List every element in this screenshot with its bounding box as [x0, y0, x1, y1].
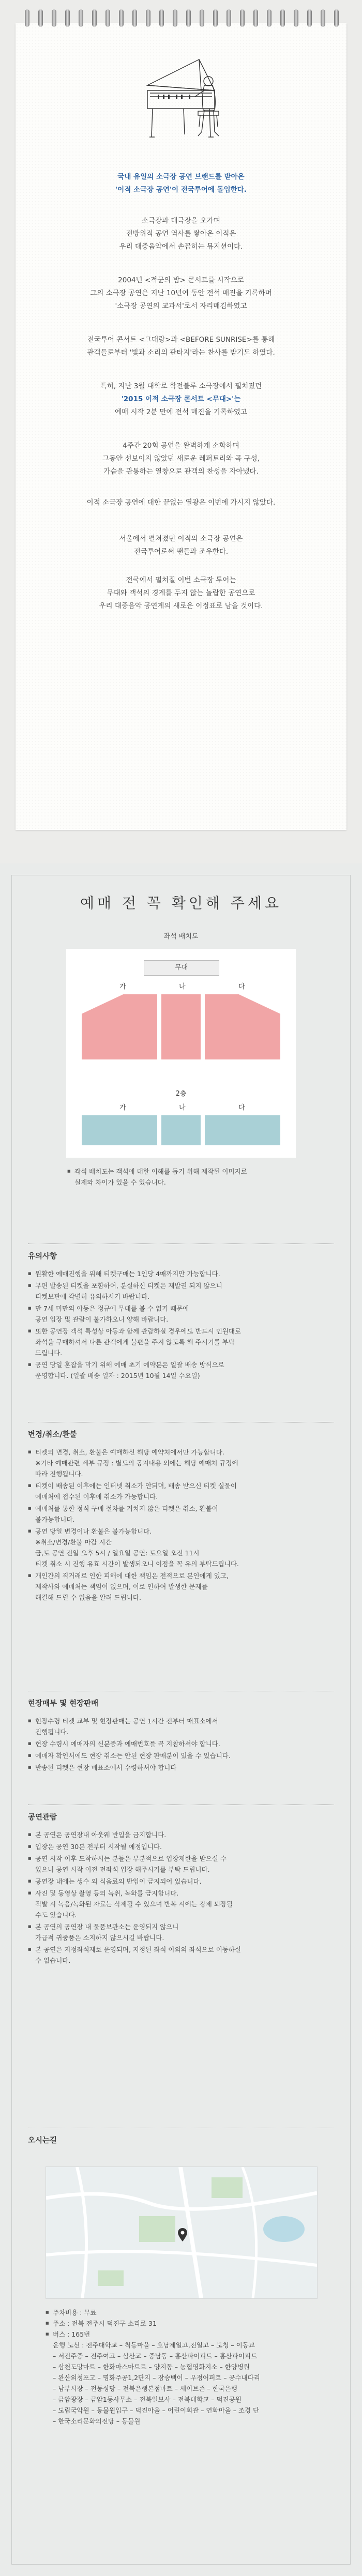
text-line: ■ 원활한 예매진행을 위해 티켓구매는 1인당 4매까지만 가능합니다.: [35, 1270, 220, 1278]
stage-label: 무대: [144, 960, 219, 976]
text-line: 그동안 선보이지 않았던 새로운 레퍼토리와 곡 구성,: [102, 454, 260, 463]
info-item: [28, 1303, 334, 1325]
intro-lead: [0, 171, 362, 196]
text-line: ■ 또한 공연장 객석 특성상 아동과 함께 관람하실 경우에도 반드시 인원대로: [35, 1327, 242, 1335]
intro-paragraph-5: [0, 440, 362, 478]
section-title: 공연관람: [28, 1813, 57, 1822]
text-line: ■ 주차비용 : 무료: [53, 2309, 97, 2316]
text-line: 4주간 20회 공연을 완벽하게 소화하며: [123, 442, 239, 450]
text-line: 따라 진행됩니다.: [35, 1470, 83, 1478]
pianist-illustration: [137, 49, 225, 147]
spiral-ring: [79, 9, 83, 27]
info-section: [28, 1805, 334, 1967]
text-line: 제작사와 예매처는 책임이 없으며, 이로 인하여 발생한 문제를: [35, 1583, 208, 1590]
info-item: [28, 1447, 334, 1479]
info-item: [28, 1738, 334, 1749]
directions-info: [46, 2307, 320, 2427]
section-title: 현장매부 및 현장판매: [28, 1700, 99, 1708]
info-item: [28, 1480, 334, 1502]
text-line: ■ 본 공연의 공연장 내 물품보관소는 운영되지 않으니: [35, 1923, 179, 1931]
spiral-ring: [227, 9, 231, 27]
spiral-ring: [92, 9, 97, 27]
seat-chart-note: [67, 1166, 247, 1188]
spiral-ring: [321, 9, 325, 27]
text-line: 전국투어 콘서트 <그대랑>과 <BEFORE SUNRISE>를 통해: [87, 336, 275, 344]
spiral-ring: [307, 9, 312, 27]
info-section: [28, 1244, 334, 1382]
spiral-binding: [16, 9, 346, 30]
text-line: 예매처에 접수된 이후에 취소가 가능합니다.: [35, 1493, 158, 1501]
seat-chart: [66, 949, 296, 1158]
intro-paragraph-8: [0, 574, 362, 613]
text-line: 적발 시 녹음/녹화된 자료는 삭제될 수 있으며 반복 시에는 강제 퇴장될: [35, 1900, 233, 1908]
info-item: [28, 1750, 334, 1761]
text-line: ■ 사진 및 동영상 촬영 등의 녹취, 녹화를 금지합니다.: [35, 1889, 179, 1897]
section-gap: [0, 843, 362, 863]
text-line: – 도립국악원 – 동물원입구 – 덕진아울 – 어린이회관 – 연화마을 – 조경 단: [53, 2406, 260, 2414]
spiral-ring: [267, 9, 272, 27]
info-item: [28, 1326, 334, 1358]
zone-label: 나: [179, 1104, 186, 1112]
section-title: 유의사항: [28, 1252, 57, 1261]
text-line: 예매 시작 2분 만에 전석 매진을 기록하였고: [114, 408, 248, 416]
info-section: [28, 1691, 334, 1774]
info-item: [28, 1280, 334, 1302]
text-line: 불가능합니다.: [35, 1516, 75, 1523]
map-pin-icon: [178, 2228, 187, 2241]
intro-paragraph-2: [0, 274, 362, 313]
text-line: 수 없습니다.: [35, 1957, 71, 1964]
text-line: ■ 예매처를 통한 정식 구매 절차를 거치지 않은 티켓은 취소, 환불이: [35, 1505, 218, 1512]
info-item: [28, 1944, 334, 1966]
floor2-label: 2층: [175, 1090, 187, 1098]
info-item: [28, 1268, 334, 1279]
info-item: [28, 1853, 334, 1875]
text-line: ■ 공연 시작 이후 도착하시는 분들은 부분적으로 입장제한을 받으실 수: [35, 1855, 227, 1862]
intro-paragraph-6: [0, 496, 362, 509]
text-line: ■ 주소 : 전북 전주시 덕진구 소리로 31: [53, 2320, 157, 2327]
spiral-ring: [25, 9, 29, 27]
text-line: 우리 대중음악에서 손꼽히는 뮤지션이다.: [119, 243, 243, 251]
seat-block-2f-na[interactable]: [161, 1115, 201, 1145]
info-item: [28, 1762, 334, 1773]
text-line: 해결해 드릴 수 없음을 알려 드립니다.: [35, 1594, 141, 1601]
zone-label: 가: [119, 983, 126, 991]
spiral-ring: [146, 9, 150, 27]
spiral-ring: [132, 9, 137, 27]
text-line: ■ 반송된 티켓은 현장 매표소에서 수령하셔야 합니다: [35, 1764, 177, 1771]
zone-label: 다: [238, 983, 245, 991]
lead-line: 국내 유일의 소극장 공연 브랜드를 받아온: [117, 173, 245, 181]
intro-paragraph-4: [0, 380, 362, 419]
text-line: 2004년 <적군의 밤> 콘서트를 시작으로: [118, 276, 244, 284]
spiral-ring: [119, 9, 124, 27]
text-line: 전국투어로써 팬들과 조우한다.: [133, 548, 229, 556]
info-section: [28, 1422, 334, 1604]
text-line: ■ 좌석 배치도는 객석에 대한 이해를 돕기 위해 제작된 이미지로: [74, 1168, 247, 1175]
spiral-ring: [294, 9, 298, 27]
text-line: ■ 본 공연은 공연장내 아웃웨 반입을 금지합니다.: [35, 1831, 167, 1839]
text-line: 전국에서 펼쳐질 이번 소극장 투어는: [126, 576, 236, 584]
spiral-ring: [240, 9, 245, 27]
info-item: [28, 1829, 334, 1840]
spiral-ring: [200, 9, 204, 27]
directions-item: [46, 2329, 320, 2427]
text-line: 관객들로부터 '빛과 소리의 판타지'라는 찬사를 받기도 하였다.: [87, 348, 275, 357]
seat-block-1f-da[interactable]: [205, 994, 280, 1059]
text-line: 가급적 귀중품은 소지하지 않으시길 바랍니다.: [35, 1934, 164, 1942]
highlight-line: '2015 이적 소극장 콘서트 <무대>'는: [121, 395, 241, 403]
text-line: – 한국소리문화의전당 – 동물원: [53, 2417, 141, 2425]
text-line: 이적 소극장 공연에 대한 끝없는 열광은 이번에 가시지 않았다.: [86, 498, 276, 507]
info-item: [28, 1716, 334, 1737]
intro-paragraph-1: [0, 215, 362, 253]
map-section-title: 오시는길: [28, 2136, 57, 2145]
text-line: ■ 버스 : 165번: [53, 2330, 90, 2338]
spiral-ring: [105, 9, 110, 27]
text-line: ■ 티켓이 배송된 이후에는 인터넷 취소가 안되며, 배송 받으신 티켓 실물이: [35, 1482, 237, 1490]
spiral-ring: [52, 9, 56, 27]
spiral-ring: [213, 9, 218, 27]
text-line: 금,토 공연 전일 오후 5시 / 일요일 공연: 토요일 오전 11시: [35, 1549, 200, 1557]
text-line: 운행 노선 : 전주대학교 – 척동마을 – 호남제일고,전일고 – 도청 – 이동교: [53, 2341, 255, 2349]
zone-label: 다: [238, 1104, 245, 1112]
spiral-ring: [186, 9, 191, 27]
map-section: [28, 2128, 334, 2153]
text-line: – 서전주중 – 전주여고 – 삼산교 – 중남동 – 홍산파이피트 – 홍산파이피트: [53, 2352, 258, 2360]
text-line: ■ 티켓의 변경, 취소, 환불은 예매하신 해당 예약처에서만 가능합니다.: [35, 1448, 224, 1456]
intro-paragraph-3: [0, 334, 362, 359]
directions-item: [46, 2307, 320, 2318]
seat-block-1f-ga[interactable]: [82, 994, 157, 1059]
info-item: [28, 1876, 334, 1887]
seat-block-2f-da[interactable]: [205, 1115, 280, 1145]
text-line: 서울에서 펼쳐졌던 이적의 소극장 공연은: [119, 535, 243, 543]
text-line: 우리 대중음악 공연계의 새로운 이정표로 남을 것이다.: [99, 602, 263, 610]
spiral-ring: [38, 9, 43, 27]
text-line: ※기타 예매관련 세부 규정 : 별도의 공지내용 외에는 해당 예매처 규정에: [35, 1459, 238, 1467]
spiral-ring: [65, 9, 70, 27]
text-line: 전방위적 공연 역사를 쌓아온 이적은: [126, 230, 236, 238]
seat-block-2f-ga[interactable]: [82, 1115, 157, 1145]
text-line: ■ 현장수령 티켓 교부 및 현장판매는 공연 1시간 전부터 매표소에서: [35, 1717, 218, 1725]
note-item: [67, 1166, 247, 1188]
info-item: [28, 1359, 334, 1381]
text-line: ※취소/변경/환불 마감 시간: [35, 1538, 112, 1546]
spiral-ring: [159, 9, 164, 27]
info-item: [28, 1888, 334, 1920]
seat-block-1f-na[interactable]: [161, 994, 201, 1059]
text-line: 그의 소극장 공연은 지난 10년여 동안 전석 매진을 기록하며: [90, 289, 272, 297]
text-line: ■ 만 7세 미만의 아동은 정규에 무대를 볼 수 없기 때문에: [35, 1305, 189, 1312]
text-line: ■ 예매자 확인서에도 현장 취소는 안된 현장 판매분이 있을 수 있습니다.: [35, 1752, 231, 1760]
info-item: [28, 1503, 334, 1525]
text-line: 무대와 객석의 경계를 두지 않는 놀랍한 공연으로: [107, 589, 255, 597]
info-item: [28, 1526, 334, 1569]
text-line: ■ 공연 당일 혼잡을 막기 위해 예매 초기 예약분은 일괄 배송 방식으로: [35, 1361, 224, 1369]
text-line: ■ 무편 발송된 티켓을 포함하여, 분실하신 티켓은 재발권 되지 않으니: [35, 1282, 222, 1290]
directions-item: [46, 2318, 320, 2329]
section-title: 변경/취소/환불: [28, 1431, 77, 1439]
text-line: 운영합니다. (일괄 배송 일자 : 2015년 10월 14일 수요일): [35, 1372, 200, 1380]
text-line: 좌석을 구매하셔서 다른 관객에게 불편을 주지 않도록 해 주시기를 부탁: [35, 1338, 235, 1346]
text-line: 수도 있습니다.: [35, 1911, 77, 1919]
seat-chart-title: 좌석 배치도: [163, 933, 199, 941]
info-item: [28, 1921, 334, 1943]
text-line: – 남부시장 – 전동성당 – 전북은행본점마트 – 세이브존 – 한국은행: [53, 2385, 237, 2392]
text-line: ■ 개인간의 직거래로 인한 피해에 대한 책임은 전적으로 본인에게 있고,: [35, 1572, 229, 1580]
spiral-ring: [253, 9, 258, 27]
info-item: [28, 1841, 334, 1852]
text-line: 드립니다.: [35, 1349, 63, 1357]
text-line: ■ 현장 수령시 예매자의 신분증과 예매번호를 꼭 지참하셔야 합니다.: [35, 1740, 220, 1748]
text-line: 티켓보관에 각별히 유의하시기 바랍니다.: [35, 1293, 150, 1300]
notice-section: [0, 863, 362, 2576]
intro-section: [0, 0, 362, 843]
text-line: ■ 입장은 공연 30분 전부터 시작될 예정입니다.: [35, 1843, 162, 1851]
text-line: 있으니 공연 시작 이전 전좌석 입장 해주시기를 부탁 드립니다.: [35, 1866, 210, 1873]
zone-label: 나: [179, 983, 186, 991]
text-line: 가슴을 관통하는 열창으로 관객의 찬성을 자아냈다.: [103, 467, 259, 476]
lead-line: '이적 소극장 공연'이 전국투어에 돌입한다.: [115, 186, 247, 194]
spiral-ring: [334, 9, 339, 27]
text-line: ■ 공연 당일 변경이나 환불은 불가능합니다.: [35, 1527, 152, 1535]
spiral-ring: [173, 9, 177, 27]
text-line: 특히, 지난 3월 대학로 학전블루 소극장에서 펼쳐졌던: [100, 382, 262, 390]
spiral-ring: [280, 9, 285, 27]
intro-paragraph-7: [0, 533, 362, 558]
text-line: ■ 공연장 내에는 생수 외 식음료의 반입이 금지되어 있습니다.: [35, 1877, 202, 1885]
text-line: – 금암광장 – 금암1동사무소 – 전북일보사 – 전북대학교 – 덕진공원: [53, 2396, 242, 2403]
zone-label: 가: [119, 1104, 126, 1112]
text-line: '소극장 공연의 교과서'로서 자리매김하였고: [115, 302, 247, 310]
text-line: – 완산외청포고 – 명화주공1,2단지 – 장승백이 – 우정어퍼트 – 공수내다리: [53, 2374, 260, 2382]
text-line: 티켓 취소 시 진행 유효 시간이 발생되오니 이점을 꼭 유의 부탁드립니다.: [35, 1560, 239, 1568]
location-map[interactable]: [46, 2166, 318, 2299]
text-line: 공연 입장 및 관람이 불가하오니 양해 바랍니다.: [35, 1315, 169, 1323]
info-item: [28, 1570, 334, 1603]
text-line: ■ 본 공연은 지정좌석제로 운영되며, 지정된 좌석 이외의 좌석으로 이동하실: [35, 1946, 242, 1953]
notice-title: 예매 전 꼭 확인해 주세요: [80, 895, 282, 912]
text-line: – 삼천도망마트 – 한화마스마트트 – 양지동 – 농협영화지소 – 한양병원: [53, 2363, 250, 2371]
text-line: 진행됩니다.: [35, 1728, 69, 1736]
text-line: 실제와 차이가 있을 수 있습니다.: [74, 1178, 166, 1186]
text-line: 소극장과 대극장을 오가며: [141, 217, 221, 225]
